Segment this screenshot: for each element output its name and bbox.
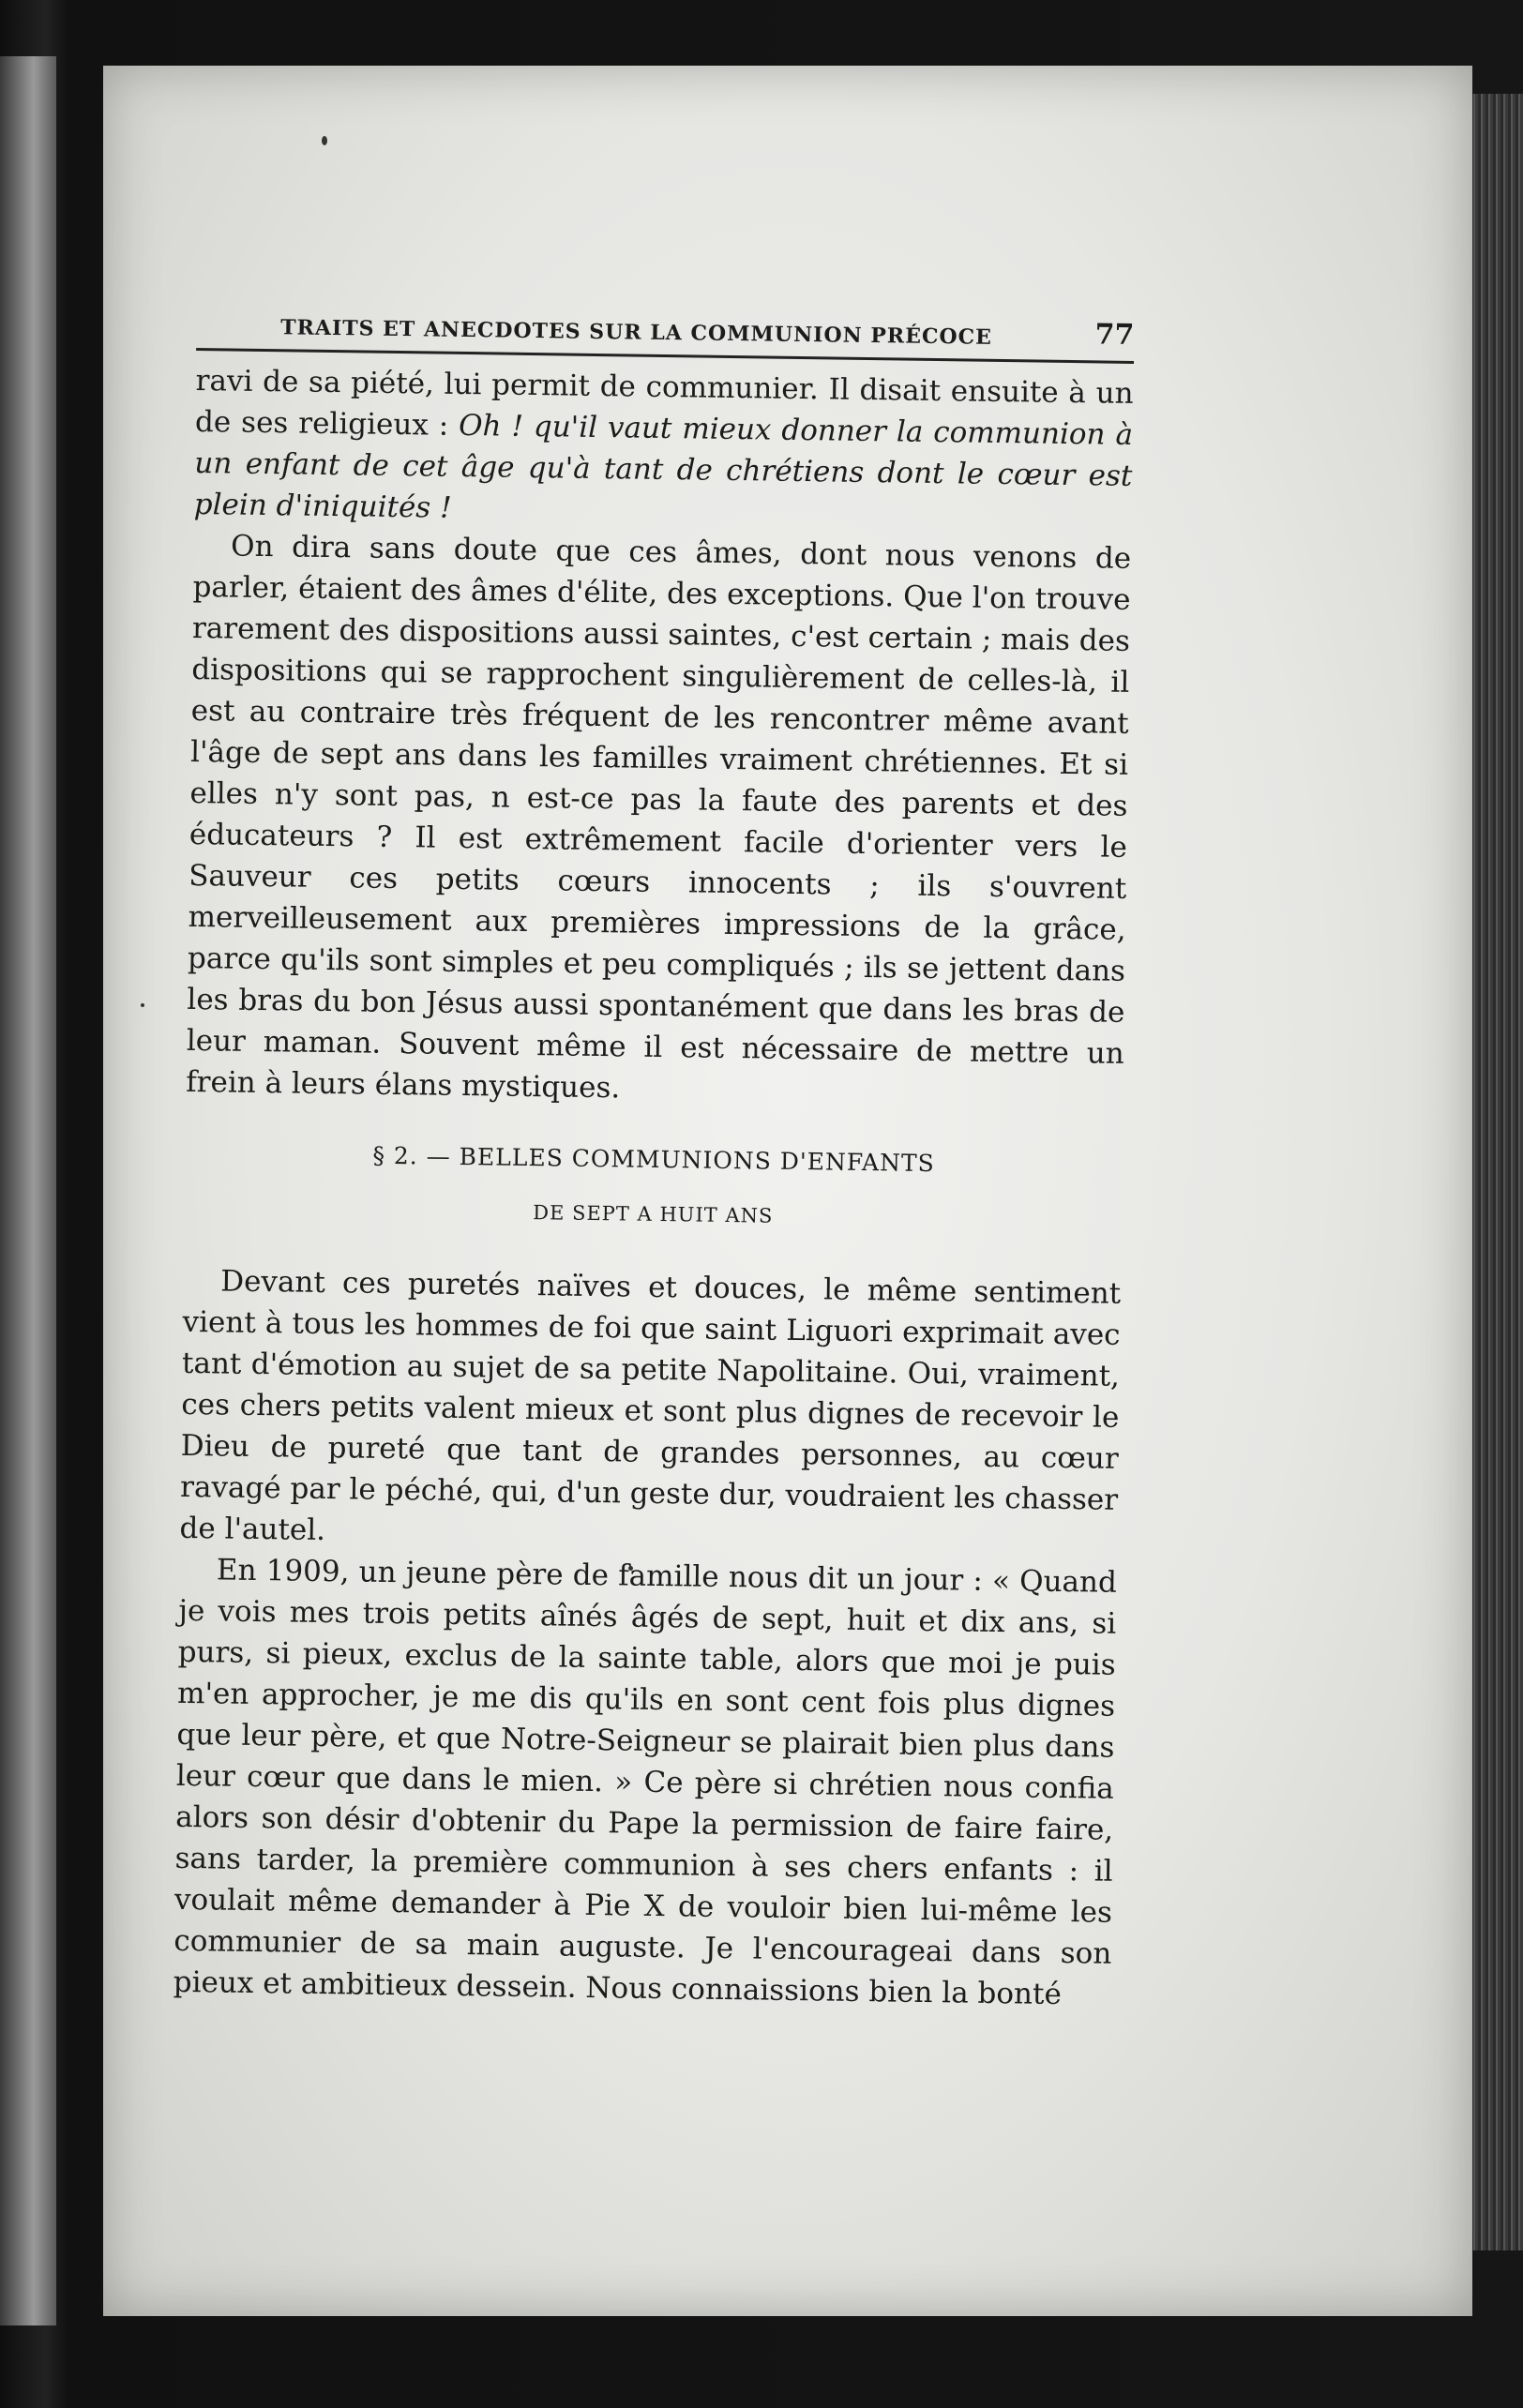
paragraph: En 1909, un jeune père de famille nous dit un jour : « Quand je vois mes trois petits aînés âgés de sept, huit et dix ans, si purs, si pieux, exclus de la sainte table, alors que moi je puis m'en approcher, je me dis qu'ils en sont cent fois plus dignes que leur père, et que Notre-Seigneur se plairait bien plus dans leur cœur que dans le mien. » Ce père si chrétien nous confia alors son désir d'obtenir du Pape la permission de faire faire, sans tarder, la première communion à ses chers enfants : il voulait même demander à Pie X de vouloir bien lui-même les communier de sa main auguste. Je l'encourageai dans son pieux et ambitieux dessein. Nous connaissions bien la bonté	[173, 1553, 1118, 2012]
running-header	[196, 291, 1135, 364]
book-page	[103, 66, 1472, 2316]
paragraph: Devant ces puretés naïves et douces, le même sentiment vient à tous les hommes de foi que saint Liguori exprimait avec tant d'émotion au sujet de sa petite Napolitaine. Oui, vraiment, ces chers petits valent mieux et sont plus dignes de recevoir le Dieu de pureté que tant de grandes personnes, au cœur ravagé par le péché, qui, d'un geste dur, voudraient les chasser de l'autel.	[179, 1264, 1122, 1548]
paragraph-continued	[194, 360, 1134, 538]
paragraph: On dira sans doute que ces âmes, dont nous venons de parler, étaient des âmes d'élite, des exceptions. Que l'on trouve rarement des dispositions aussi saintes, c'est certain ; mais des dispositions qui se rapprochent singulièrement de celles-là, il est au contraire très fréquent de les rencontrer même avant l'âge de sept ans dans les familles vraiment chrétiennes. Et si elles n'y sont pas, n est-ce pas la faute des parents et des éducateurs ? Il est extrêmement facile d'orienter vers le Sauveur ces petits cœurs innocents ; ils s'ouvrent merveilleusement aux premières impressions de la grâce, parce qu'ils sont simples et peu compliqués ; ils se jettent dans les bras du bon Jésus aussi spontanément que dans les bras de leur maman. Souvent même il est nécessaire de mettre un frein à leurs élans mystiques.	[185, 529, 1132, 1106]
facing-page-edge	[0, 56, 56, 2325]
scan-speck	[322, 136, 327, 145]
section-subheading: DE SEPT A HUIT ANS	[533, 1201, 774, 1227]
section-heading: § 2. — BELLES COMMUNIONS D'ENFANTS	[372, 1141, 935, 1178]
running-title: TRAITS ET ANECDOTES SUR LA COMMUNION PRÉCOCE	[280, 315, 993, 350]
paragraph-lead-text: ravi de sa piété, lui permit de communier. Il disait ensuite à un de ses religieux :	[194, 363, 1134, 443]
scan-speck	[141, 1003, 144, 1007]
page-content	[173, 291, 1135, 2016]
italic-quotation: Oh ! qu'il vaut mieux donner la communion à un enfant de cet âge qu'à tant de chrétiens dont le cœur est plein d'iniquités !	[193, 408, 1134, 525]
book-page-edges	[1470, 94, 1523, 2250]
page-number: 77	[1094, 318, 1135, 352]
